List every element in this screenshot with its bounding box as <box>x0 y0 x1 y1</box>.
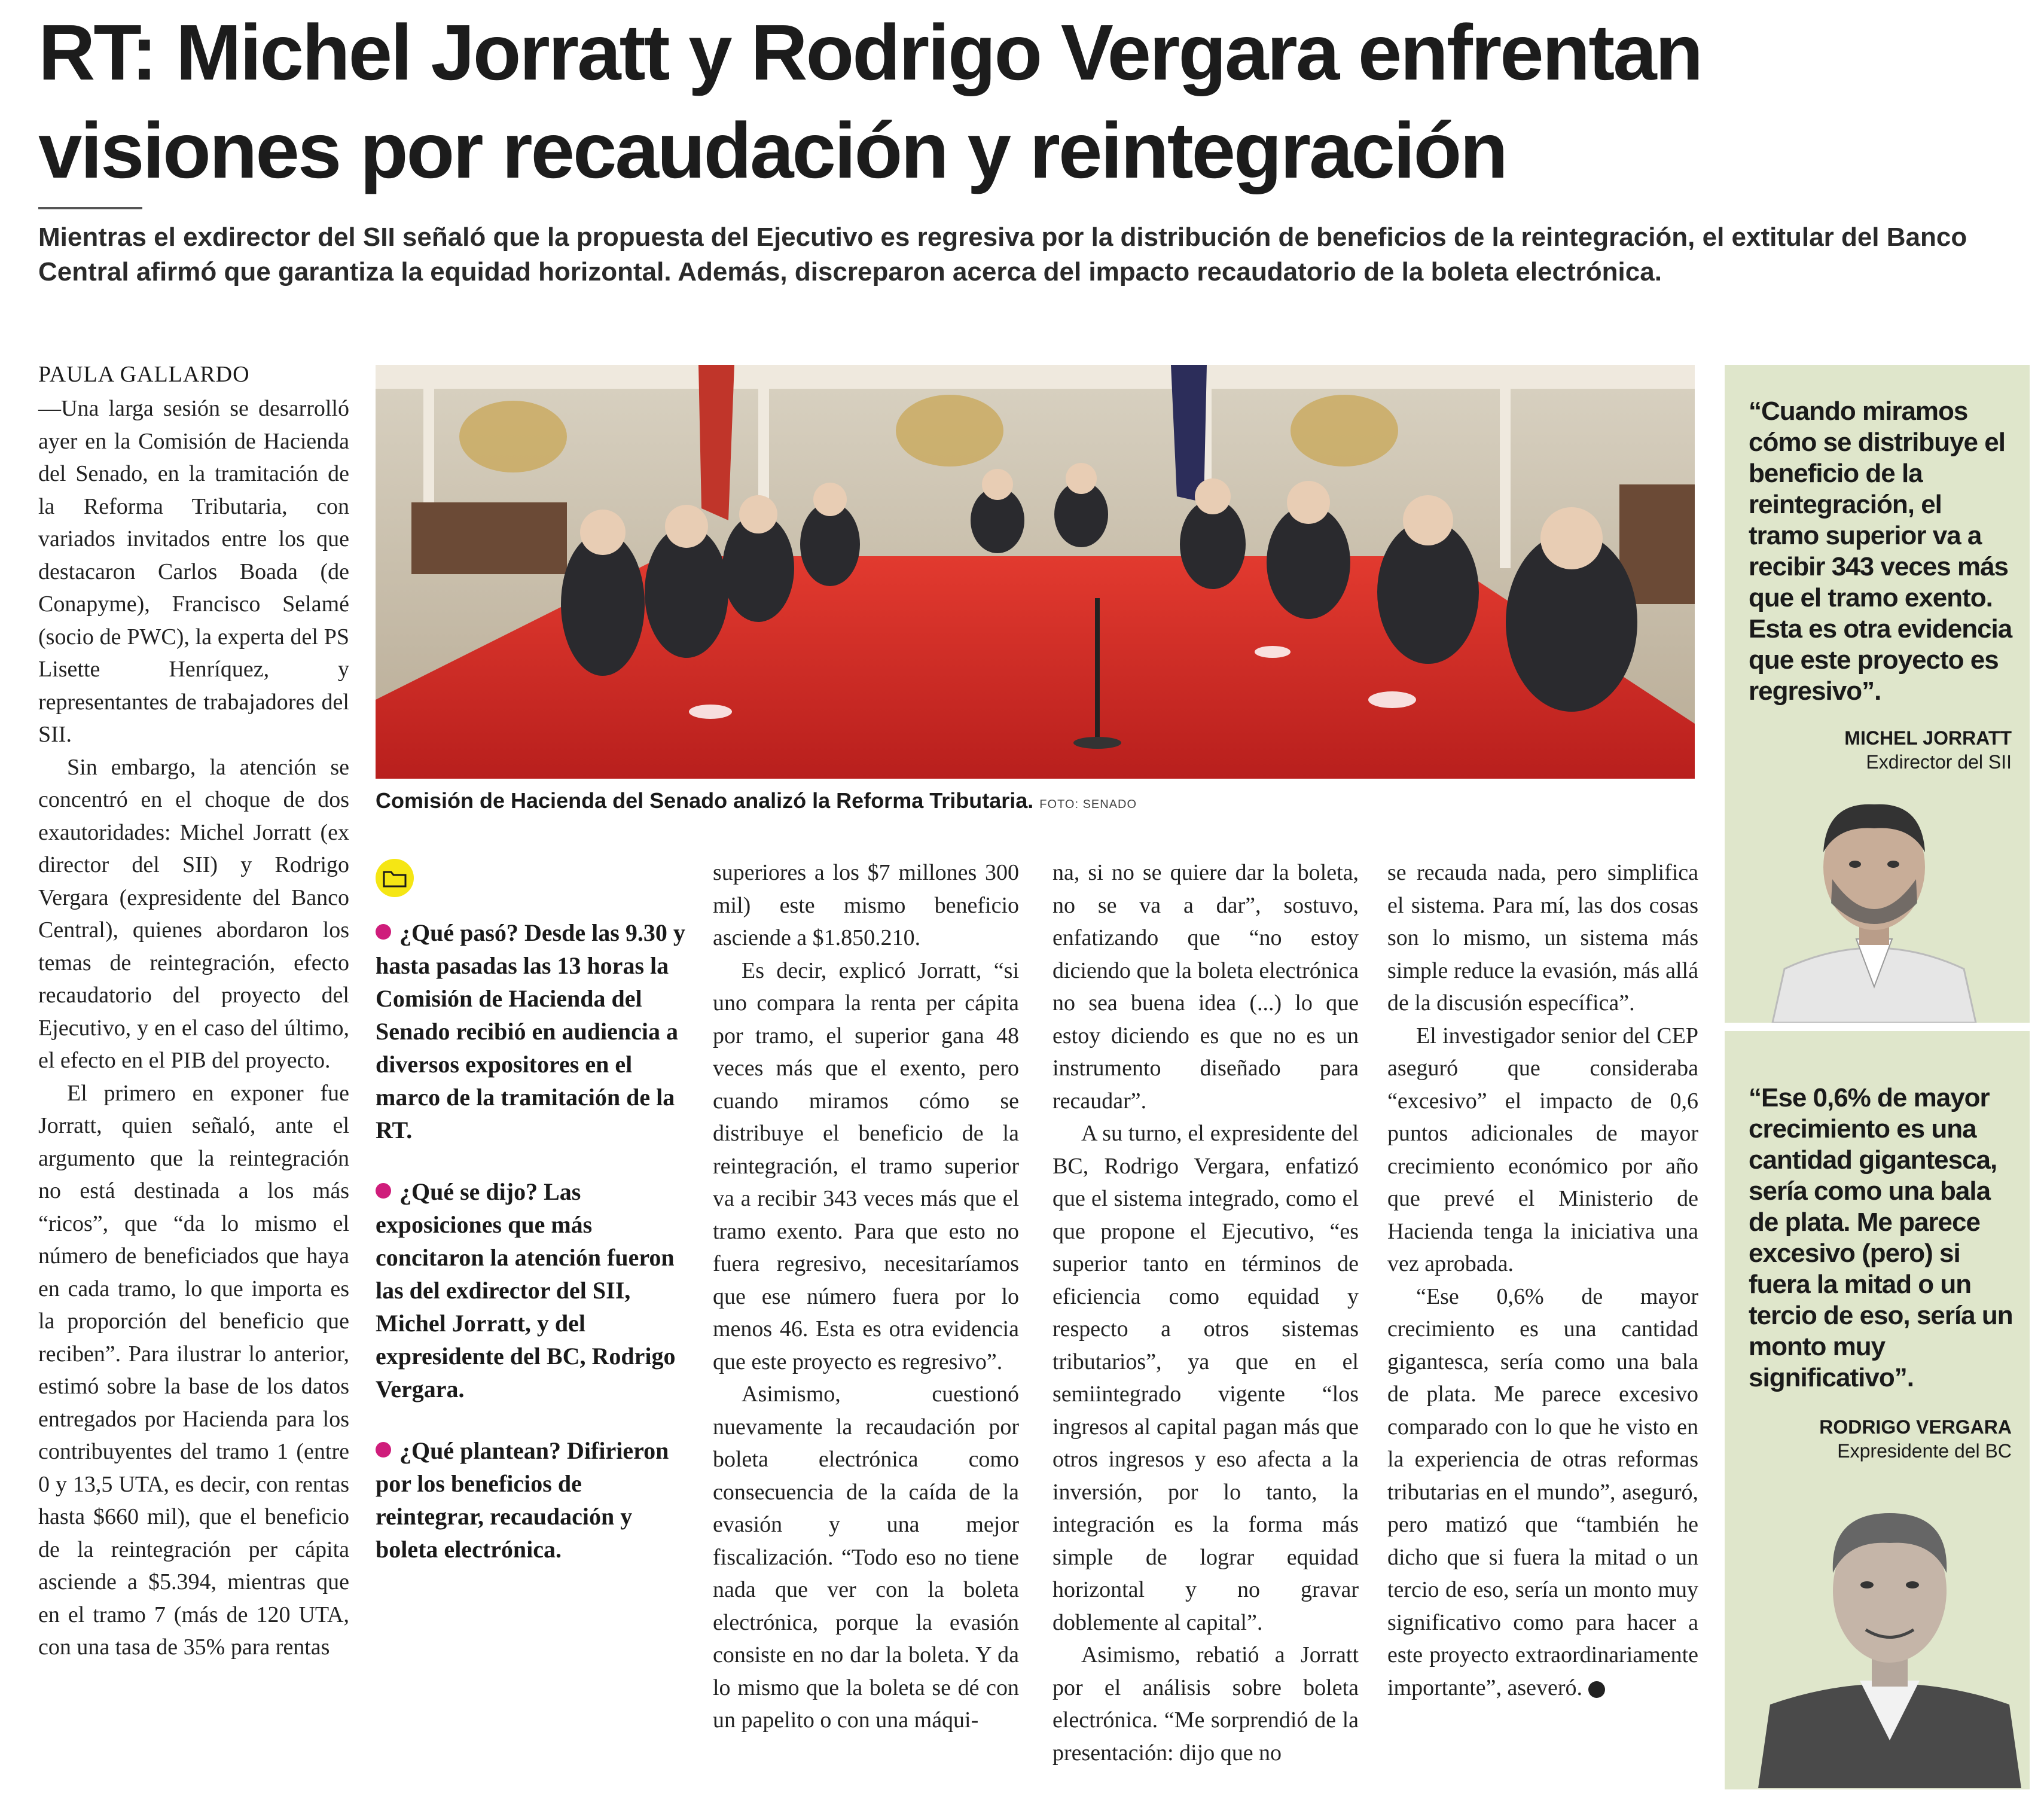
paragraph-text: “Ese 0,6% de mayor crecimiento es una cantidad gigantesca, sería como una bala de plata. Me parece excesivo comparado con lo que he visto en la experiencia de otras reformas tributarias en el mundo”, aseguró, pero matizó que “también he dicho que si fuera la mitad o un tercio de eso, sería un monto muy significativo como para hacer a este proyecto extraordinariamente importante”, aseveró. <box>1387 1283 1698 1700</box>
paragraph: Asimismo, rebatió a Jorratt por el análisis sobre boleta electrónica. “Me sorprendió de la presentación: dijo que no <box>1052 1642 1359 1766</box>
pull-quote-jorratt: “Cuando miramos cómo se distribuye el beneficio de la reintegración, el tramo superior va a recibir 343 veces más que el tramo exento. Esta es otra evidencia que este proyecto es regresivo”. <box>1749 397 2012 706</box>
article-column-3 <box>713 856 1019 1737</box>
sidebar-divider <box>1725 1023 2030 1031</box>
bullet-dot-icon <box>376 1442 391 1458</box>
fact-label: ¿Qué plantean? <box>399 1437 562 1464</box>
paragraph: Es decir, explicó Jorratt, “si uno compara la renta per cápita por tramo, el superior gana 48 veces más que el exento, pero cuando miramos cómo se distribuye el beneficio de la reintegración, el tramo superior va a recibir 343 veces más que el tramo exento. Para que esto no fuera regresivo, necesitaríamos que ese número fuera por lo menos 46. Esta es otra evidencia que este proyecto es regresivo”. <box>713 958 1019 1374</box>
fact-label: ¿Qué se dijo? <box>399 1178 538 1205</box>
committee-scene <box>376 365 1695 779</box>
speaker-role: Exdirector del SII <box>1866 751 2012 773</box>
headline-rule <box>38 207 142 209</box>
article-column-4 <box>1052 856 1359 1769</box>
news-photo <box>376 365 1695 779</box>
speaker-name: MICHEL JORRATT <box>1844 727 2012 749</box>
speaker-name: RODRIGO VERGARA <box>1819 1416 2012 1438</box>
photo-caption <box>376 788 1697 813</box>
article-column-5 <box>1387 856 1698 1704</box>
folder-icon <box>376 859 414 897</box>
paragraph: El investigador senior del CEP aseguró que consideraba “excesivo” el impacto de 0,6 puntos adicionales de mayor crecimiento económico por año que prevé el Ministerio de Hacienda tenga la iniciativa una vez aprobada. <box>1387 1023 1698 1276</box>
fact-text: Desde las 9.30 y hasta pasadas las 13 horas la Comisión de Hacienda del Senado recibió en audiencia a diversos expositores en el marco de la tramitación de la RT. <box>376 919 685 1144</box>
subhead: Mientras el exdirector del SII señaló que la propuesta del Ejecutivo es regresiva por la distribución de beneficios de la reintegración, el extitular del Banco Central afirmó que garantiza la equidad horizontal. Además, discreparon acerca del impacto recaudatorio de la boleta electrónica. <box>38 222 1967 286</box>
article-column-1 <box>38 392 349 1664</box>
paragraph <box>1387 1280 1698 1705</box>
quote-attribution-jorratt <box>1749 726 2012 774</box>
pull-quote-vergara: “Ese 0,6% de mayor crecimiento es una cantidad gigantesca, sería como una bala de plata. Me parece excesivo (pero) si fuera la mitad o un tercio de eso, sería un monto muy significativo”. <box>1749 1083 2013 1392</box>
fact-item <box>376 1434 687 1566</box>
fact-text: Difirieron por los beneficios de reintegrar, recaudación y boleta electrónica. <box>376 1437 669 1563</box>
portrait-jorratt <box>1761 789 1988 1023</box>
paragraph: El primero en exponer fue Jorratt, quien señaló, ante el argumento que la reintegración no está destinada a los más “ricos”, que “da lo mismo el número de beneficiados que haya en cada tramo, lo que importa es la proporción del beneficio que reciben”. Para ilustrar lo anterior, estimó sobre la base de los datos entregados por Hacienda para los contribuyentes del tramo 1 (entre 0 y 13,5 UTA, es decir, con rentas hasta $660 mil), que el beneficio de la reintegración per cápita asciende a $5.394, mientras que en el tramo 7 (más de 120 UTA, con una tasa de 35% para rentas <box>38 1080 349 1660</box>
portrait-jorratt-image <box>1761 789 1988 1023</box>
headline-line-2: visiones por recaudación y reintegración <box>38 106 1506 194</box>
bullet-dot-icon <box>376 1183 391 1199</box>
paragraph: Sin embargo, la atención se concentró en el choque de dos exautoridades: Michel Jorratt (ex director del SII) y Rodrigo Vergara (expresidente del Banco Central), quienes abordaron los temas de reintegración, efecto recaudatorio del proyecto del Ejecutivo, y en el caso del último, el efecto en el PIB del proyecto. <box>38 754 349 1073</box>
key-facts-box <box>376 916 687 1594</box>
fact-text: Las exposiciones que más concitaron la atención fueron las del exdirector del SII, Michel Jorratt, y del expresidente del BC, Rodrigo Vergara. <box>376 1178 676 1402</box>
fact-item <box>376 916 687 1147</box>
quote-attribution-vergara <box>1749 1415 2012 1463</box>
paragraph: superiores a los $7 millones 300 mil) este mismo beneficio asciende a $1.850.210. <box>713 860 1019 950</box>
folder-icon-glyph <box>376 859 414 897</box>
paragraph: A su turno, el expresidente del BC, Rodrigo Vergara, enfatizó que el sistema integrado, como el que propone el Ejecutivo, “es superior tanto en términos de eficiencia como equidad y respecto a otros sistemas tributarios”, ya que en el semiintegrado vigente “los ingresos al capital pagan más que otros ingresos y eso afecta a la inversión, por lo tanto, la integración es la forma más simple de lograr equidad horizontal y no gravar doblemente al capital”. <box>1052 1121 1359 1635</box>
bullet-dot-icon <box>376 924 391 940</box>
paragraph: —Una larga sesión se desarrolló ayer en la Comisión de Hacienda del Senado, en la tramitación de la Reforma Tributaria, con variados invitados entre los que destacaron Carlos Boada (de Conapyme), Francisco Selamé (socio de PWC), la experta del PS Lisette Henríquez, y representantes de trabajadores del SII. <box>38 396 349 747</box>
caption-text: Comisión de Hacienda del Senado analizó la Reforma Tributaria. <box>376 788 1034 813</box>
headline <box>38 4 2012 200</box>
portrait-vergara-image <box>1758 1489 2021 1788</box>
paragraph: Asimismo, cuestionó nuevamente la recaudación por boleta electrónica como consecuencia de la caída de la evasión y una mejor fiscalización. “Todo eso no tiene nada que ver con la boleta electrónica, porque la evasión consiste en no dar la boleta. Y da lo mismo que la boleta se dé con un papelito o con una máqui- <box>713 1382 1019 1733</box>
portrait-vergara <box>1758 1489 2021 1788</box>
paragraph: se recauda nada, pero simplifica el sistema. Para mí, las dos cosas son lo mismo, un sistema más simple reduce la evasión, más allá de la discusión específica”. <box>1387 860 1698 1016</box>
end-mark-icon: P <box>1588 1681 1605 1698</box>
paragraph: na, si no se quiere dar la boleta, no se va a dar”, sostuvo, enfatizando que “no estoy diciendo que la boleta electrónica no sea buena idea (...) lo que estoy diciendo es que no es un instrumento diseñado para recaudar”. <box>1052 860 1359 1114</box>
fact-label: ¿Qué pasó? <box>399 919 518 946</box>
fact-item <box>376 1175 687 1405</box>
photo-credit: FOTO: SENADO <box>1039 798 1137 811</box>
speaker-role: Expresidente del BC <box>1837 1440 2012 1462</box>
byline: PAULA GALLARDO <box>38 362 250 387</box>
headline-line-1: RT: Michel Jorratt y Rodrigo Vergara enfrentan <box>38 8 1702 96</box>
